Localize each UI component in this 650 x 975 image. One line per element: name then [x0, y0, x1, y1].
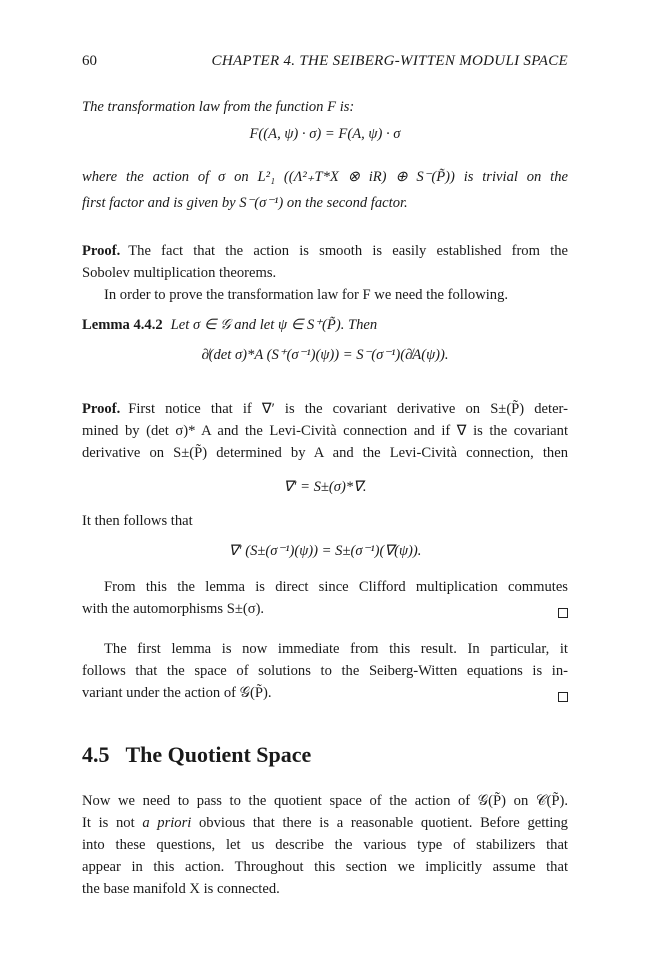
section-body-text2c: obvious that there is a reasonable quotient. Before getting: [191, 815, 568, 831]
proof2-equation1: ∇′ = S±(σ)*∇.: [283, 479, 367, 495]
page-header: [82, 53, 568, 73]
proof2-equation2: ∇′ (S±(σ⁻¹)(ψ)) = S±(σ⁻¹)(∇(ψ)).: [228, 543, 422, 559]
qed-square-icon: [558, 692, 568, 702]
proof2-line6: [82, 598, 568, 620]
proof2-line3: derivative on S±(P̃) determined by A and the Levi-Cività connection, then: [82, 445, 568, 461]
para-after-line1: The first lemma is now immediate from this result. In particular, it: [104, 641, 568, 657]
running-head: CHAPTER 4. THE SEIBERG-WITTEN MODULI SPACE: [211, 53, 568, 69]
section-body-line1: Now we need to pass to the quotient space of the action of 𝒢(P̃) on 𝒞(P̃).: [82, 793, 568, 809]
lemma-statement: [82, 314, 568, 336]
proof2-line5: From this the lemma is direct since Clifford multiplication commutes: [104, 579, 568, 595]
statement-where-line2: first factor and is given by S⁻(σ⁻¹) on the second factor.: [82, 195, 408, 211]
proof1-text1: The fact that the action is smooth is easily established from the: [128, 243, 568, 259]
section-title: The Quotient Space: [125, 742, 312, 767]
proof2-line4: It then follows that: [82, 513, 193, 529]
proof-label: Proof.: [82, 243, 121, 259]
proof2-text6: with the automorphisms S±(σ).: [82, 601, 265, 617]
section-body-line4: appear in this action. Throughout this section we implicitly assume that: [82, 859, 568, 875]
section-number: 4.5: [82, 742, 110, 767]
proof-label: Proof.: [82, 401, 121, 417]
proof1-line1: [82, 240, 568, 262]
proof1-line2: Sobolev multiplication theorems.: [82, 265, 277, 281]
section-body-line5: the base manifold X is connected.: [82, 881, 280, 897]
qed-square-icon: [558, 608, 568, 618]
proof2-text1: First notice that if ∇′ is the covariant derivative on S±(P̃) deter-: [128, 401, 568, 417]
statement-intro: The transformation law from the function F is:: [82, 99, 355, 115]
transformation-equation: F((A, ψ) · σ) = F(A, ψ) · σ: [249, 126, 401, 142]
proof1-line3: In order to prove the transformation law for F we need the following.: [104, 287, 509, 303]
proof2-line2: mined by (det σ)* A and the Levi-Cività connection and if ∇ is the covariant: [82, 423, 568, 439]
para-after-line2: follows that the space of solutions to the Seiberg-Witten equations is in-: [82, 663, 568, 679]
section-body-text2a: It is not: [82, 815, 143, 831]
section-body-line3: into these questions, let us describe the various type of stabilizers that: [82, 837, 568, 853]
para-after-line3: [82, 682, 568, 704]
proof2-line1: [82, 398, 568, 420]
section-body-line2: [82, 812, 568, 834]
lemma-equation: ∂̸(det σ)*A (S⁺(σ⁻¹)(ψ)) = S⁻(σ⁻¹)(∂̸A(ψ)).: [201, 347, 449, 363]
para-after-text3: variant under the action of 𝒢(P̃).: [82, 685, 272, 701]
statement-where-line1: where the action of σ on L²₁ ((Λ²₊T*X ⊗ iR) ⊕ S⁻(P̃)) is trivial on the: [82, 169, 568, 185]
a-priori-italic: a priori: [142, 815, 192, 831]
section-heading: [82, 742, 311, 768]
lemma-label: Lemma 4.4.2: [82, 317, 163, 333]
page-number: 60: [82, 53, 97, 69]
lemma-text: Let σ ∈ 𝒢 and let ψ ∈ S⁺(P̃). Then: [170, 317, 378, 333]
